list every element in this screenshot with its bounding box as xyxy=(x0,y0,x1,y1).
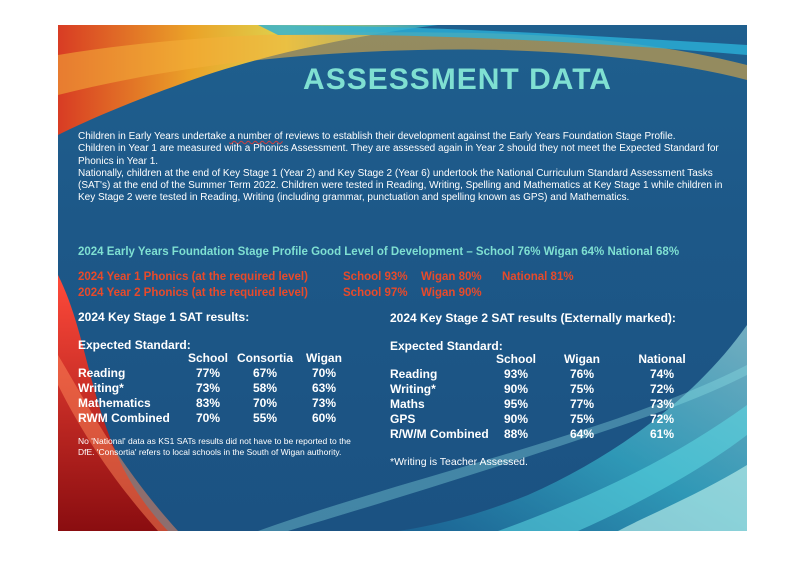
ks1-col-school: School xyxy=(187,351,228,365)
ks1-cell: 70% xyxy=(252,396,278,410)
ks1-col-wigan: Wigan xyxy=(306,351,342,365)
intro-line-1-start: Children in Early Years undertake xyxy=(78,131,230,142)
ks2-col-wigan: Wigan xyxy=(564,352,600,366)
ks2-cell: 76% xyxy=(569,367,595,381)
ks2-cell: 88% xyxy=(503,427,529,441)
ks2-cell: 64% xyxy=(569,427,595,441)
ks2-cell: 77% xyxy=(569,397,595,411)
ks2-cell: 61% xyxy=(649,427,675,441)
ks1-heading: 2024 Key Stage 1 SAT results: xyxy=(78,310,250,324)
ks1-cell: 60% xyxy=(311,411,337,425)
phonics-year2-school: School 97% xyxy=(343,287,408,299)
ks1-cell: 83% xyxy=(195,396,221,410)
ks2-row-label: GPS xyxy=(390,412,416,426)
table-row xyxy=(390,367,702,382)
ks1-row-label: Writing* xyxy=(78,381,124,395)
ks1-cell: 67% xyxy=(252,366,278,380)
ks1-cell: 63% xyxy=(311,381,337,395)
intro-text xyxy=(78,131,728,205)
ks2-cell: 95% xyxy=(503,397,529,411)
ks2-cell: 74% xyxy=(649,367,675,381)
phonics-year1-school: School 93% xyxy=(343,271,408,283)
page-title: ASSESSMENT DATA xyxy=(303,63,612,96)
ks2-col-school: School xyxy=(495,352,536,366)
table-row xyxy=(78,366,352,381)
intro-line-2: Children in Year 1 are measured with a Phonics Assessment. They are assessed again in Year 2 should they not meet the Expected Standard for Phonics in Year 1. xyxy=(78,143,719,167)
ks2-cell: 93% xyxy=(503,367,529,381)
ks1-row-label: Reading xyxy=(78,366,126,380)
ks1-note: No 'National' data as KS1 SATs results did not have to be reported to the DfE. 'Consortia' refers to local schools in the South of Wigan authority. xyxy=(78,436,351,457)
ks2-cell: 73% xyxy=(649,397,675,411)
phonics-year1-row xyxy=(78,271,728,286)
ks2-results-table xyxy=(390,352,702,442)
phonics-year1-wigan: Wigan 80% xyxy=(421,271,482,283)
table-row xyxy=(78,411,352,426)
phonics-year2-row xyxy=(78,287,728,302)
ks2-cell: 72% xyxy=(649,412,675,426)
ks2-row-label: Maths xyxy=(390,397,425,411)
ks1-header-row xyxy=(78,351,352,366)
table-row xyxy=(390,427,702,442)
ks2-col-national: National xyxy=(638,352,686,366)
ks1-row-label: Mathematics xyxy=(78,396,151,410)
phonics-year1-national: National 81% xyxy=(502,271,574,283)
intro-line-1-underlined: a number of xyxy=(229,131,283,142)
slide xyxy=(58,25,747,531)
ks2-header-row xyxy=(390,352,702,367)
table-row xyxy=(390,382,702,397)
ks1-expected-standard: Expected Standard: xyxy=(78,338,191,352)
ks1-cell: 73% xyxy=(311,396,337,410)
ks2-row-label: Writing* xyxy=(390,382,436,396)
ks1-cell: 55% xyxy=(252,411,278,425)
ks2-expected-standard: Expected Standard: xyxy=(390,339,503,353)
table-row xyxy=(78,381,352,396)
ks1-cell: 70% xyxy=(311,366,337,380)
phonics-year2-label: 2024 Year 2 Phonics (at the required level) xyxy=(78,287,308,299)
table-row xyxy=(78,396,352,411)
ks1-cell: 73% xyxy=(195,381,221,395)
intro-line-1-end: reviews to establish their development against the Early Years Foundation Stage Profile. xyxy=(282,131,676,142)
ks1-cell: 77% xyxy=(195,366,221,380)
ks1-col-consortia: Consortia xyxy=(236,351,293,365)
ks2-cell: 90% xyxy=(503,412,529,426)
table-row xyxy=(390,397,702,412)
ks2-row-label: Reading xyxy=(390,367,438,381)
table-row xyxy=(390,412,702,427)
ks2-cell: 75% xyxy=(569,412,595,426)
ks1-row-label: RWM Combined xyxy=(78,411,170,425)
phonics-year2-wigan: Wigan 90% xyxy=(421,287,482,299)
ks2-cell: 90% xyxy=(503,382,529,396)
phonics-year1-label: 2024 Year 1 Phonics (at the required level) xyxy=(78,271,308,283)
ks2-row-label: R/W/M Combined xyxy=(390,427,489,441)
ks1-cell: 70% xyxy=(195,411,221,425)
eyfs-result: 2024 Early Years Foundation Stage Profile Good Level of Development – School 76% Wigan 64% National 68% xyxy=(78,246,680,258)
ks2-heading: 2024 Key Stage 2 SAT results (Externally marked): xyxy=(390,311,676,325)
ks2-cell: 72% xyxy=(649,382,675,396)
ks2-footnote: *Writing is Teacher Assessed. xyxy=(390,456,528,468)
ks1-cell: 58% xyxy=(252,381,278,395)
intro-line-3: Nationally, children at the end of Key Stage 1 (Year 2) and Key Stage 2 (Year 6) undertook the National Curriculum Standard Assessment Tasks (SAT's) at the end of the Summer Term 2022. Children were tested in Reading, Writing, Spelling and Mathematics at Key Stage 1 while children in Key Stage 2 were tested in Reading, Writing (including grammar, punctuation and spelling known as GPS) and Mathematics. xyxy=(78,167,723,204)
ks2-cell: 75% xyxy=(569,382,595,396)
ks1-results-table xyxy=(78,351,352,426)
